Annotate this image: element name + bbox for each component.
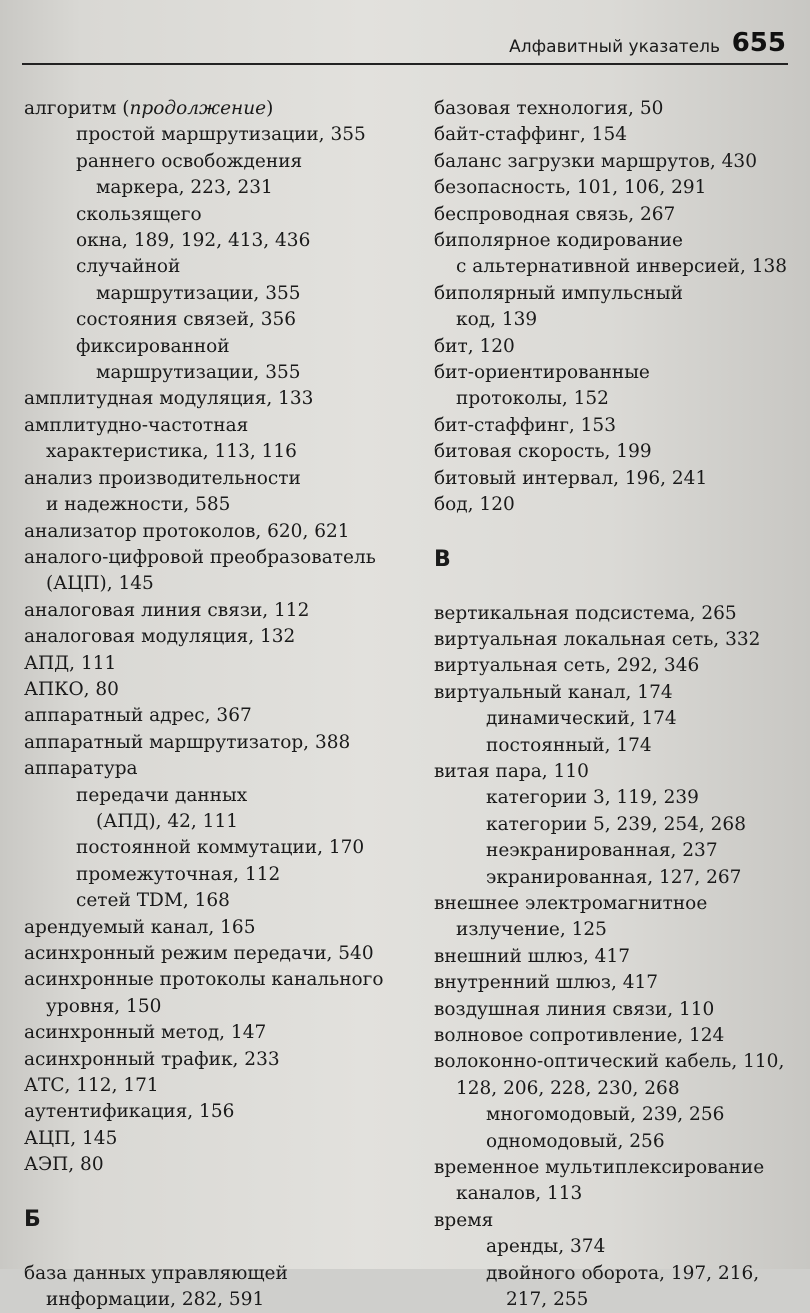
- index-entry: битовая скорость, 199: [434, 441, 652, 463]
- index-entry: аутентификация, 156: [24, 1101, 235, 1123]
- index-entry: динамический, 174: [486, 708, 677, 730]
- index-entry: двойного оборота, 197, 216,: [486, 1262, 760, 1284]
- index-entry: волоконно-оптический кабель, 110,: [434, 1051, 785, 1073]
- index-entry: внешнее электромагнитное: [434, 892, 708, 914]
- index-entry: маршрутизации, 355: [96, 362, 301, 384]
- section-spacer: [434, 519, 804, 545]
- index-entry: бит-ориентированные: [434, 362, 650, 384]
- index-entry: АТС, 112, 171: [24, 1075, 159, 1097]
- index-entry: виртуальная сеть, 292, 346: [434, 655, 700, 677]
- index-entry: вертикальная подсистема, 265: [434, 602, 737, 624]
- index-entry: постоянный, 174: [486, 734, 652, 756]
- index-entry: алгоритм (продолжение): [24, 98, 274, 119]
- index-entry: внутренний шлюз, 417: [434, 972, 659, 994]
- index-entry: битовый интервал, 196, 241: [434, 467, 708, 489]
- index-entry: воздушная линия связи, 110: [434, 998, 715, 1020]
- index-entry: категории 5, 239, 254, 268: [486, 813, 746, 835]
- index-entry: байт-стаффинг, 154: [434, 124, 627, 146]
- index-entry: беспроводная связь, 267: [434, 203, 676, 225]
- index-entry: асинхронный метод, 147: [24, 1022, 267, 1044]
- index-entry: арендуемый канал, 165: [24, 916, 256, 938]
- index-entry: амплитудная модуляция, 133: [24, 388, 314, 410]
- index-entry: внешний шлюз, 417: [434, 945, 630, 967]
- index-entry: АПКО, 80: [24, 678, 119, 700]
- running-header: [0, 28, 810, 68]
- index-entry: асинхронный трафик, 233: [24, 1048, 280, 1070]
- index-entry: состояния связей, 356: [76, 309, 297, 331]
- index-entry: окна, 189, 192, 413, 436: [76, 230, 311, 252]
- index-entry: постоянной коммутации, 170: [76, 837, 365, 859]
- section-letter: В: [434, 546, 451, 572]
- index-entry: временное мультиплексирование: [434, 1157, 765, 1179]
- index-entry: код, 139: [456, 309, 538, 331]
- index-entry: АЭП, 80: [24, 1154, 104, 1176]
- index-entry: 217, 255: [506, 1289, 589, 1311]
- index-entry: бит-стаффинг, 153: [434, 414, 616, 436]
- index-entry: аренды, 374: [486, 1236, 606, 1258]
- index-entry: аналоговая модуляция, 132: [24, 626, 296, 648]
- index-entry: амплитудно-частотная: [24, 414, 249, 436]
- index-entry: бод, 120: [434, 494, 515, 516]
- index-entry: аппаратный адрес, 367: [24, 705, 252, 727]
- index-entry: излучение, 125: [456, 919, 607, 941]
- index-entry: виртуальная локальная сеть, 332: [434, 628, 761, 650]
- index-entry: уровня, 150: [46, 995, 162, 1017]
- index-entry: анализатор протоколов, 620, 621: [24, 520, 350, 542]
- index-entry: биполярный импульсный: [434, 282, 683, 304]
- index-entry: бит, 120: [434, 335, 515, 357]
- index-entry: аппаратный маршрутизатор, 388: [24, 731, 351, 753]
- index-entry: характеристика, 113, 116: [46, 441, 297, 463]
- index-entry: 128, 206, 228, 230, 268: [456, 1077, 680, 1099]
- index-entry: скользящего: [76, 203, 202, 225]
- index-entry: экранированная, 127, 267: [486, 866, 742, 888]
- index-entry: каналов, 113: [456, 1183, 583, 1205]
- index-entry: время: [434, 1209, 494, 1231]
- index-entry: информации, 282, 591: [46, 1289, 265, 1311]
- index-entry: витая пара, 110: [434, 760, 589, 782]
- index-entry: виртуальный канал, 174: [434, 681, 673, 703]
- index-entry: с альтернативной инверсией, 138: [456, 256, 788, 278]
- header-title: Алфавитный указатель: [509, 37, 720, 57]
- index-entry: промежуточная, 112: [76, 863, 281, 885]
- index-column-left: [24, 96, 419, 1313]
- index-entry: маркера, 223, 231: [96, 177, 273, 199]
- index-entry: одномодовый, 256: [486, 1130, 665, 1152]
- section-spacer: [24, 1179, 419, 1205]
- index-entry: анализ производительности: [24, 467, 301, 489]
- index-entry: случайной: [76, 256, 181, 278]
- index-entry: АПД, 111: [24, 652, 117, 674]
- index-entry: аналого-цифровой преобразователь: [24, 546, 376, 568]
- index-entry: аналоговая линия связи, 112: [24, 599, 310, 621]
- index-entry: неэкранированная, 237: [486, 840, 718, 862]
- index-entry: категории 3, 119, 239: [486, 787, 699, 809]
- index-column-right: [434, 96, 804, 1313]
- section-letter: Б: [24, 1206, 41, 1232]
- index-entry: асинхронные протоколы канального: [24, 969, 384, 991]
- index-entry: баланс загрузки маршрутов, 430: [434, 150, 757, 172]
- index-entry: базовая технология, 50: [434, 98, 664, 119]
- index-entry: многомодовый, 239, 256: [486, 1104, 725, 1126]
- index-entry: асинхронный режим передачи, 540: [24, 943, 374, 964]
- section-spacer: [24, 1235, 419, 1261]
- header-rule: [22, 63, 788, 65]
- index-entry: сетей TDM, 168: [76, 890, 230, 912]
- index-entry: и надежности, 585: [46, 494, 231, 516]
- index-entry: маршрутизации, 355: [96, 282, 301, 304]
- index-entry: безопасность, 101, 106, 291: [434, 177, 707, 199]
- index-entry: (АЦП), 145: [46, 573, 154, 595]
- index-entry: фиксированной: [76, 335, 230, 357]
- index-entry: раннего освобождения: [76, 150, 303, 172]
- index-entry: аппаратура: [24, 758, 138, 780]
- index-entry: волновое сопротивление, 124: [434, 1025, 725, 1046]
- index-entry: протоколы, 152: [456, 388, 609, 410]
- section-spacer: [434, 575, 804, 601]
- index-entry: биполярное кодирование: [434, 230, 683, 252]
- page-number: 655: [731, 28, 786, 58]
- index-entry: (АПД), 42, 111: [96, 810, 238, 832]
- index-entry: АЦП, 145: [24, 1127, 118, 1149]
- index-entry: передачи данных: [76, 784, 248, 806]
- index-entry: простой маршрутизации, 355: [76, 124, 366, 146]
- index-entry: база данных управляющей: [24, 1262, 288, 1284]
